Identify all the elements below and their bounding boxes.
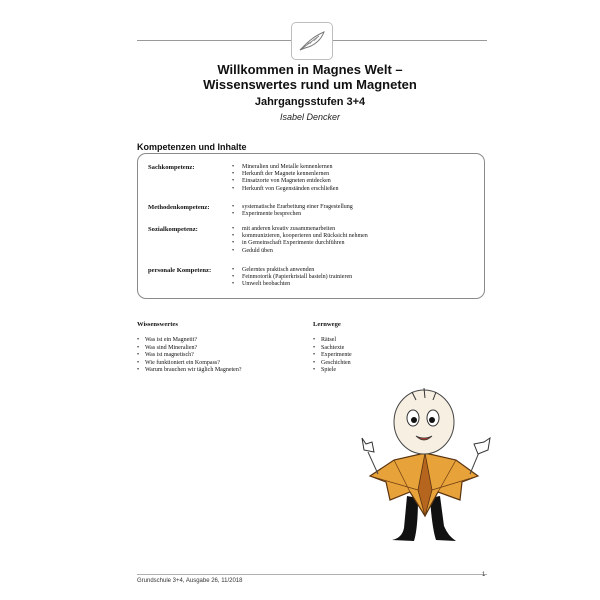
list-item: • Umwelt beobachten	[232, 281, 352, 288]
page-title-line1: Willkommen in Magnes Welt –	[217, 62, 403, 77]
list-item: • Sachtexte	[313, 345, 352, 353]
list-item: • Was ist magnetisch?	[137, 352, 241, 360]
list-item: • kommunizieren, kooperieren und Rücksicht nehmen	[232, 233, 368, 240]
competence-label-methoden: Methodenkompetenz:	[148, 204, 210, 211]
list-item: • Mineralien und Metalle kennenlernen	[232, 164, 338, 171]
competence-list-methoden	[232, 204, 353, 218]
page-title-line2: Wissenswertes rund um Magneten	[203, 77, 417, 92]
author-name: Isabel Dencker	[279, 112, 341, 122]
lernwege-heading: Lernwege	[313, 321, 341, 328]
competence-list-sach	[232, 164, 338, 193]
list-item: • Spiele	[313, 367, 352, 375]
feather-logo-icon	[291, 22, 333, 60]
competences-box	[137, 153, 485, 299]
competence-label-sach: Sachkompetenz:	[148, 164, 195, 171]
list-item: • Was sind Mineralien?	[137, 345, 241, 353]
wissenswertes-list	[137, 337, 241, 375]
competences-heading: Kompetenzen und Inhalte	[137, 142, 247, 152]
footer-publication: Grundschule 3+4, Ausgabe 26, 11/2018	[137, 578, 243, 584]
footer-rule	[137, 574, 487, 575]
list-item: • in Gemeinschaft Experimente durchführen	[232, 240, 368, 247]
lernwege-list	[313, 337, 352, 375]
list-item: • Wie funktioniert ein Kompass?	[137, 360, 241, 368]
list-item: • Einsatzorte von Magneten entdecken	[232, 178, 338, 185]
competence-list-personal	[232, 267, 352, 289]
list-item: • Herkunft der Magnete kennenlernen	[232, 171, 338, 178]
list-item: • Experimente besprechen	[232, 211, 353, 218]
wissenswertes-heading: Wissenswertes	[137, 321, 178, 328]
page-number: 1	[482, 572, 486, 578]
list-item: • Experimente	[313, 352, 352, 360]
competence-label-sozial: Sozialkompetenz:	[148, 226, 198, 233]
page-subtitle: Jahrgangsstufen 3+4	[254, 96, 366, 108]
list-item: • Feinmotorik (Papierkristall basteln) trainieren	[232, 274, 352, 281]
competence-label-personal: personale Kompetenz:	[148, 267, 212, 274]
list-item: • Herkunft von Gegenständen erschließen	[232, 186, 338, 193]
list-item: • Geschichten	[313, 360, 352, 368]
list-item: • Geduld üben	[232, 248, 368, 255]
competence-list-sozial	[232, 226, 368, 255]
list-item: • Gelerntes praktisch anwenden	[232, 267, 352, 274]
list-item: • Rätsel	[313, 337, 352, 345]
list-item: • mit anderen kreativ zusammenarbeiten	[232, 226, 368, 233]
list-item: • Warum brauchen wir täglich Magneten?	[137, 367, 241, 375]
list-item: • systematische Erarbeitung einer Fragestellung	[232, 204, 353, 211]
list-item: • Was ist ein Magnetit?	[137, 337, 241, 345]
magne-character-illustration	[352, 378, 498, 548]
